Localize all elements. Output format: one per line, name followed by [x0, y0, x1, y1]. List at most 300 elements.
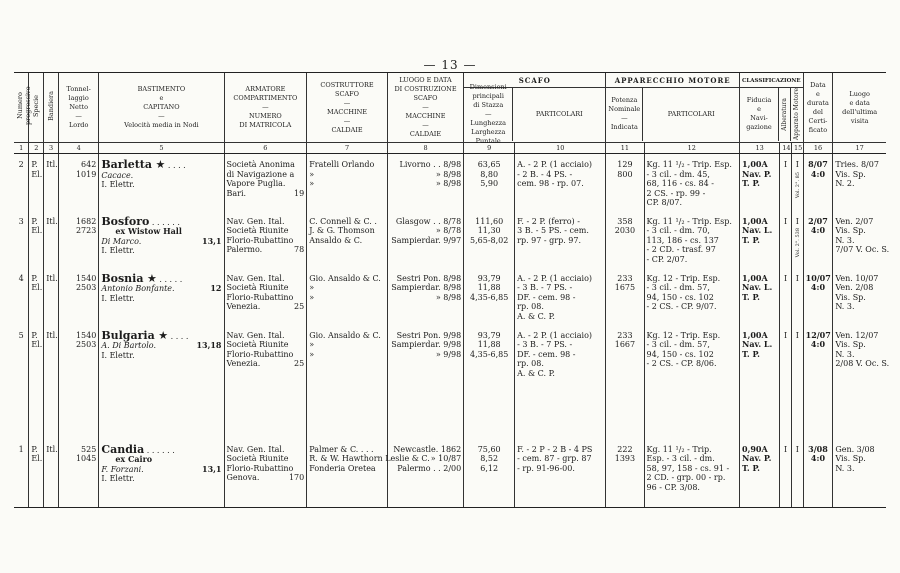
- flag: Itl.: [44, 325, 59, 382]
- tonnage: [59, 154, 99, 211]
- header-line: Lunghezza: [470, 118, 507, 127]
- cell-line: 75,60: [477, 444, 501, 454]
- registry-number: 25: [294, 359, 305, 369]
- cell-line: 68, 116 - cs. 84 -: [646, 179, 714, 189]
- column-number: 14: [780, 143, 792, 154]
- cell-line: Florio-Rubattino: [226, 463, 294, 473]
- species: [29, 325, 44, 382]
- header-line: Certi-: [808, 116, 828, 125]
- engine-class-value: I: [795, 273, 799, 283]
- cell-line: - 3 cil. - dm. 57,: [646, 340, 710, 350]
- cell-line: Livorno . . 8/98: [399, 160, 462, 169]
- cell-line: 2/08 V. Oc. S.: [835, 359, 890, 369]
- registry-number: 19: [294, 188, 305, 198]
- build-place-date: [387, 325, 463, 382]
- cell-line: »: [309, 283, 315, 293]
- column-number: 4: [59, 143, 99, 154]
- cell-line: rp. 08.: [517, 359, 544, 369]
- trust-navigation: [740, 268, 780, 325]
- ship-name: Barletta: [101, 158, 153, 171]
- engine-class-value: I: [795, 216, 799, 226]
- cell-line: - 3 cil. - dm. 70,: [646, 226, 710, 236]
- masting-class: I: [780, 268, 792, 325]
- cell-line: 5,65-8,02: [470, 235, 509, 245]
- cell-line: El.: [31, 169, 43, 179]
- header-line: Velocità media in Nodi: [124, 121, 199, 129]
- cell-line: N. 2.: [835, 179, 855, 189]
- header-line: COMPARTIMENTO: [233, 94, 298, 102]
- header-line: —: [422, 121, 429, 129]
- last-visit: [833, 154, 886, 211]
- certificate-date: [803, 211, 833, 268]
- cell-line: CP. 8/07.: [646, 198, 683, 208]
- empty-cell: [791, 382, 803, 439]
- cell-line: 1,00A: [742, 159, 768, 169]
- header-line: Tonnel-: [66, 85, 91, 93]
- empty-cell: [515, 382, 606, 439]
- cell-line: 4:0: [810, 453, 826, 464]
- header-line: Fiducia: [746, 96, 772, 104]
- rating: I. Elettr.: [101, 293, 135, 303]
- cell-line: Nav. Gen. Ital.: [226, 330, 285, 340]
- volume-stamp: Vol. 2°. 538: [794, 228, 801, 258]
- cell-line: 2 CS. - rp. 99 -: [646, 188, 706, 198]
- cell-line: 63,65: [477, 160, 501, 169]
- dimensions: [464, 211, 515, 268]
- home-port: Palermo.: [226, 245, 263, 255]
- engine-power: [606, 268, 644, 325]
- cell-line: » 8/98: [435, 292, 462, 302]
- header-line: —: [484, 109, 492, 118]
- column-number: 6: [224, 143, 307, 154]
- cell-line: 7/07 V. Oc. S.: [835, 245, 890, 255]
- cell-line: A. - 2 P. (1 acciaio): [517, 160, 593, 169]
- cell-line: » 8/98: [435, 169, 462, 179]
- column-number: 11: [606, 143, 644, 154]
- cell-line: P.: [31, 273, 38, 283]
- certificate-date: [803, 439, 833, 508]
- cell-line: Gen. 3/08: [835, 444, 875, 454]
- header-line: dell'ultima: [842, 107, 878, 116]
- cell-line: P.: [31, 216, 38, 226]
- cell-line: 58, 97, 158 - cs. 91 -: [646, 463, 730, 473]
- registry-number: 170: [288, 473, 305, 483]
- table-row: [14, 211, 886, 268]
- star-icon: ★: [152, 158, 166, 171]
- header-line: —: [343, 116, 351, 125]
- engine-details: [644, 439, 739, 508]
- tonnage: [59, 211, 99, 268]
- captain-name: F. Forzani.: [101, 464, 144, 474]
- engine-power: [606, 211, 644, 268]
- header-line: e: [159, 94, 164, 102]
- cell-line: Sestri Pon. 8/98: [396, 273, 462, 283]
- column-numbers-row: [14, 143, 886, 154]
- owner: [224, 325, 307, 382]
- table-row: [14, 268, 886, 325]
- cell-line: 93,79: [477, 273, 501, 283]
- empty-cell: [833, 382, 886, 439]
- column-number: 9: [464, 143, 515, 154]
- cell-line: 8/07: [808, 159, 828, 169]
- cell-line: Glasgow . . 8/78: [395, 216, 462, 226]
- cell-line: Newcastle. 1862: [393, 444, 462, 454]
- ship-register-table: [14, 72, 890, 508]
- header-tonnage: [59, 73, 99, 143]
- hull-details: [515, 439, 606, 508]
- cell-line: 2 CD. - grp. 00 - rp.: [646, 473, 726, 483]
- captain-name: A. Di Bartolo.: [101, 341, 156, 351]
- header-line: ficato: [808, 125, 828, 134]
- hull-details: [515, 325, 606, 382]
- header-line: laggio: [68, 94, 89, 102]
- column-number: 5: [99, 143, 224, 154]
- column-number: 8: [387, 143, 463, 154]
- cell-line: 11,88: [477, 283, 501, 293]
- cell-line: 96 - CP. 3/08.: [646, 482, 700, 492]
- cell-line: 2723: [75, 226, 97, 236]
- cell-line: Florio-Rubattino: [226, 349, 294, 359]
- cell-line: Ven. 2/08: [835, 283, 874, 293]
- species: [29, 268, 44, 325]
- empty-cell: [307, 382, 388, 439]
- row-gap: [14, 382, 886, 439]
- cell-line: 5,90: [480, 179, 499, 189]
- masting-class: I: [780, 154, 792, 211]
- build-place-date: [387, 439, 463, 508]
- cell-line: El.: [31, 226, 43, 236]
- engine-details: [644, 325, 739, 382]
- cell-line: 3 B. - 5 PS. - cem.: [517, 226, 589, 236]
- header-line: CALDAIE: [331, 125, 363, 134]
- header-line: Data: [810, 80, 826, 89]
- cell-line: 11,30: [477, 226, 501, 236]
- header-place-date: [387, 73, 463, 143]
- cell-line: 11,88: [477, 340, 501, 350]
- engine-class: [791, 268, 803, 325]
- dimensions: [464, 154, 515, 211]
- home-port: Bari.: [226, 188, 247, 198]
- hull-details: [515, 268, 606, 325]
- header-species: Specie: [29, 73, 44, 143]
- column-number: 10: [515, 143, 606, 154]
- dimensions: [464, 439, 515, 508]
- header-line: NUMERO: [248, 112, 282, 120]
- ship-name: Bulgaria: [101, 328, 155, 342]
- cell-line: Fonderia Oretea: [309, 463, 376, 473]
- average-speed: 12: [210, 283, 222, 294]
- ship-and-captain: [99, 154, 224, 211]
- ship-and-captain: [99, 439, 224, 508]
- cell-line: 94, 150 - cs. 102: [646, 349, 714, 359]
- ship-name: Bosnia: [101, 271, 144, 285]
- cell-line: » 10/87: [430, 454, 462, 464]
- volume-stamp: Vol. 2°. 85: [794, 171, 801, 198]
- engine-power: [606, 325, 644, 382]
- cell-line: »: [309, 169, 315, 179]
- header-line: Potenza: [611, 96, 638, 104]
- cell-line: Palmer & C. . . .: [309, 444, 374, 454]
- cell-line: Kg. 11 ¹/₂ - Trip. Esp.: [646, 216, 732, 226]
- cell-line: - 3 cil. - dm. 57,: [646, 283, 710, 293]
- trust-navigation: [740, 325, 780, 382]
- cell-line: 2503: [75, 340, 97, 350]
- header-line: DI COSTRUZIONE: [394, 85, 457, 93]
- certificate-date: [803, 268, 833, 325]
- empty-cell: [44, 382, 59, 439]
- cell-line: T. P.: [742, 178, 760, 189]
- leader-dots: . . . .: [165, 161, 186, 170]
- cell-line: » 9/98: [435, 349, 462, 359]
- cell-line: A. & C. P.: [517, 368, 555, 378]
- header-line: e data: [849, 98, 870, 107]
- cell-line: » 8/78: [435, 226, 462, 236]
- engine-details: [644, 154, 739, 211]
- cell-line: 1675: [614, 283, 636, 293]
- header-line: —: [422, 103, 429, 111]
- cell-line: Vis. Sp.: [835, 292, 866, 302]
- cell-line: 800: [617, 169, 633, 179]
- header-line: Dimensioni: [469, 82, 507, 91]
- cell-line: 6,12: [480, 463, 499, 473]
- rating: I. Elettr.: [101, 350, 135, 360]
- cell-line: N. 3.: [835, 302, 855, 312]
- engine-class-value: I: [795, 444, 799, 454]
- leader-dots: . . . . .: [156, 274, 183, 284]
- ship-name: Bosforo: [101, 214, 150, 228]
- flag: Itl.: [44, 154, 59, 211]
- header-hull: SCAFO Dimensioni principali di Stazza — Lunghezza Larghezza Puntale PARTICOLARI: [464, 73, 606, 143]
- cell-line: Vis. Sp.: [835, 169, 866, 179]
- cell-line: 10/07: [805, 272, 831, 283]
- empty-cell: [606, 382, 644, 439]
- cell-line: Vis. Sp.: [835, 340, 866, 350]
- average-speed: 13,1: [202, 463, 222, 474]
- last-visit: [833, 439, 886, 508]
- header-line: e: [757, 105, 761, 113]
- empty-cell: [29, 382, 44, 439]
- header-line: COSTRUTTORE: [320, 80, 374, 89]
- cell-line: 1045: [75, 454, 97, 464]
- registry-number: 78: [294, 245, 305, 255]
- cell-line: Nav. L.: [742, 282, 773, 293]
- cell-line: Kg. 11 ¹/₂ - Trip. Esp.: [646, 160, 732, 169]
- column-number: 16: [803, 143, 833, 154]
- cell-line: »: [309, 349, 315, 359]
- star-icon: ★: [143, 271, 157, 285]
- cell-line: Kg. 12 - Trip. Esp.: [646, 330, 721, 340]
- cell-line: Fratelli Orlando: [309, 160, 375, 169]
- header-line: MACCHINE: [327, 107, 368, 116]
- empty-cell: [803, 382, 833, 439]
- cell-line: N. 3.: [835, 463, 855, 473]
- engine-class: [791, 211, 803, 268]
- dimensions: [464, 268, 515, 325]
- cell-line: 1540: [75, 330, 97, 340]
- header-dimensions: [464, 82, 513, 145]
- species: [29, 439, 44, 508]
- former-name: ex Wistow Hall: [115, 226, 182, 237]
- empty-cell: [59, 382, 99, 439]
- empty-cell: [464, 382, 515, 439]
- cell-line: 4:0: [810, 225, 826, 236]
- cell-line: Gio. Ansaldo & C.: [309, 330, 381, 340]
- header-line: Navi-: [750, 114, 768, 122]
- cell-line: Società Riunite: [226, 340, 289, 350]
- header-engine: APPARECCHIO MOTORE Potenza Nominale — Indicata PARTICOLARI: [606, 73, 740, 143]
- cell-line: Ven. 12/07: [835, 330, 879, 340]
- ship-and-captain: [99, 325, 224, 382]
- header-line: Netto: [69, 103, 89, 111]
- dimensions: [464, 325, 515, 382]
- cell-line: Palermo . . 2/00: [397, 463, 462, 473]
- cell-line: N. 3.: [835, 349, 855, 359]
- cell-line: P.: [31, 444, 38, 454]
- cell-line: R. & W. Hawthorn Leslie & C.: [309, 454, 430, 464]
- empty-cell: [740, 382, 780, 439]
- table-row: [14, 439, 886, 508]
- cell-line: Esp. - 3 cil. - dm.: [646, 454, 715, 464]
- header-line: Indicata: [610, 123, 638, 131]
- rating: I. Elettr.: [101, 474, 135, 484]
- masting-class: I: [780, 325, 792, 382]
- header-line: gazione: [746, 123, 772, 131]
- trust-navigation: [740, 211, 780, 268]
- cell-line: rp. 97 - grp. 97.: [517, 235, 581, 245]
- cell-line: DF. - cem. 98 -: [517, 292, 576, 302]
- cell-line: El.: [31, 454, 43, 464]
- cell-line: Sampierdar. 9/97: [391, 235, 462, 245]
- registry-number: 25: [294, 302, 305, 312]
- header-line: del: [812, 107, 824, 116]
- cell-line: 2030: [614, 226, 636, 236]
- cell-line: C. Connell & C. .: [309, 216, 377, 226]
- masting-class: I: [780, 211, 792, 268]
- cell-line: Vapore Puglia.: [226, 179, 286, 189]
- column-number: 12: [644, 143, 739, 154]
- cell-line: 4:0: [810, 168, 826, 179]
- cell-line: Nav. Gen. Ital.: [226, 273, 285, 283]
- header-line: principali: [472, 91, 504, 100]
- empty-cell: [99, 382, 224, 439]
- cell-line: A. - 2 P. (1 acciaio): [517, 273, 593, 283]
- species: [29, 211, 44, 268]
- build-place-date: [387, 154, 463, 211]
- cell-line: Florio-Rubattino: [226, 235, 294, 245]
- owner: [224, 211, 307, 268]
- cell-line: Kg. 11 ¹/₂ - Trip.: [646, 444, 712, 454]
- cell-line: 233: [617, 330, 633, 340]
- engine-class: [791, 439, 803, 508]
- engine-details: [644, 268, 739, 325]
- row-number: 1: [14, 439, 29, 508]
- cell-line: 129: [617, 160, 633, 169]
- header-line: Lordo: [68, 121, 89, 129]
- cell-line: Società Riunite: [226, 283, 289, 293]
- cell-line: 4:0: [810, 282, 826, 293]
- cell-line: 1,00A: [742, 215, 768, 226]
- header-line: CALDAIE: [409, 130, 442, 138]
- cell-line: cem. 98 - rp. 07.: [517, 179, 584, 189]
- cell-line: 525: [81, 444, 97, 454]
- cell-line: A. - 2 P. (1 acciaio): [517, 330, 593, 340]
- flag: Itl.: [44, 439, 59, 508]
- home-port: Genova.: [226, 473, 260, 483]
- empty-cell: [14, 382, 29, 439]
- column-number: 15: [791, 143, 803, 154]
- last-visit: [833, 268, 886, 325]
- average-speed: 13,1: [202, 235, 222, 246]
- home-port: Venezia.: [226, 302, 261, 312]
- cell-line: Nav. Gen. Ital.: [226, 216, 285, 226]
- cell-line: 94, 150 - cs. 102: [646, 292, 714, 302]
- masting-class: I: [780, 439, 792, 508]
- header-line: —: [158, 112, 165, 120]
- header-hull-details: PARTICOLARI: [535, 109, 583, 118]
- engine-power: [606, 154, 644, 211]
- average-speed: 13,18: [196, 340, 222, 351]
- hull-details: [515, 211, 606, 268]
- column-number: 3: [44, 143, 59, 154]
- cell-line: - CP. 2/07.: [646, 254, 688, 264]
- tonnage: [59, 439, 99, 508]
- cell-line: Ven. 2/07: [835, 216, 874, 226]
- star-icon: ★: [154, 328, 169, 342]
- header-engine-details: PARTICOLARI: [667, 109, 715, 118]
- engine-class: [791, 154, 803, 211]
- header-row: [14, 73, 886, 143]
- header-line: —: [621, 114, 628, 122]
- row-number: 4: [18, 273, 24, 283]
- cell-line: A. & C. P.: [517, 311, 555, 321]
- header-line: visita: [850, 116, 869, 125]
- column-number: 2: [29, 143, 44, 154]
- captain-name: Cacace.: [101, 170, 134, 180]
- engine-class: [791, 325, 803, 382]
- cell-line: El.: [31, 340, 43, 350]
- certificate-date: [803, 325, 833, 382]
- header-line: durata: [807, 98, 829, 107]
- cell-line: »: [309, 179, 315, 189]
- cell-line: - 3 B. - 7 PS. -: [517, 283, 573, 293]
- cell-line: Nav. P.: [742, 453, 772, 464]
- cell-line: 222: [617, 444, 633, 454]
- cell-line: - 2 B. - 4 PS. -: [517, 169, 573, 179]
- header-line: MACCHINE: [405, 112, 446, 120]
- last-visit: [833, 211, 890, 268]
- cell-line: Ven. 10/07: [835, 273, 879, 283]
- header-line: LUOGO E DATA: [399, 76, 452, 84]
- cell-line: 8,80: [480, 169, 499, 179]
- cell-line: 1393: [614, 454, 636, 464]
- cell-line: - 3 B. - 7 PS. -: [517, 340, 573, 350]
- header-line: —: [75, 112, 82, 120]
- cell-line: P.: [31, 330, 38, 340]
- cell-line: Ansaldo & C.: [309, 235, 363, 245]
- former-name: ex Cairo: [115, 454, 153, 465]
- cell-line: Nav. Gen. Ital.: [226, 444, 285, 454]
- cell-line: J. & G. Thomson: [309, 226, 375, 236]
- engine-class-value: I: [795, 330, 799, 340]
- cell-line: F. - 2 P - 2 B - 4 PS: [517, 444, 593, 454]
- builder: [307, 325, 388, 382]
- cell-line: - 2 CS. - CP. 8/06.: [646, 359, 717, 369]
- builder: [307, 268, 388, 325]
- header-classification: CLASSIFICAZIONE Fiducia e Navi- gazione Alberatura Apparato Motore: [740, 73, 804, 143]
- column-number: 13: [740, 143, 780, 154]
- header-power: [606, 88, 643, 141]
- header-flag: Bandiera: [44, 73, 59, 143]
